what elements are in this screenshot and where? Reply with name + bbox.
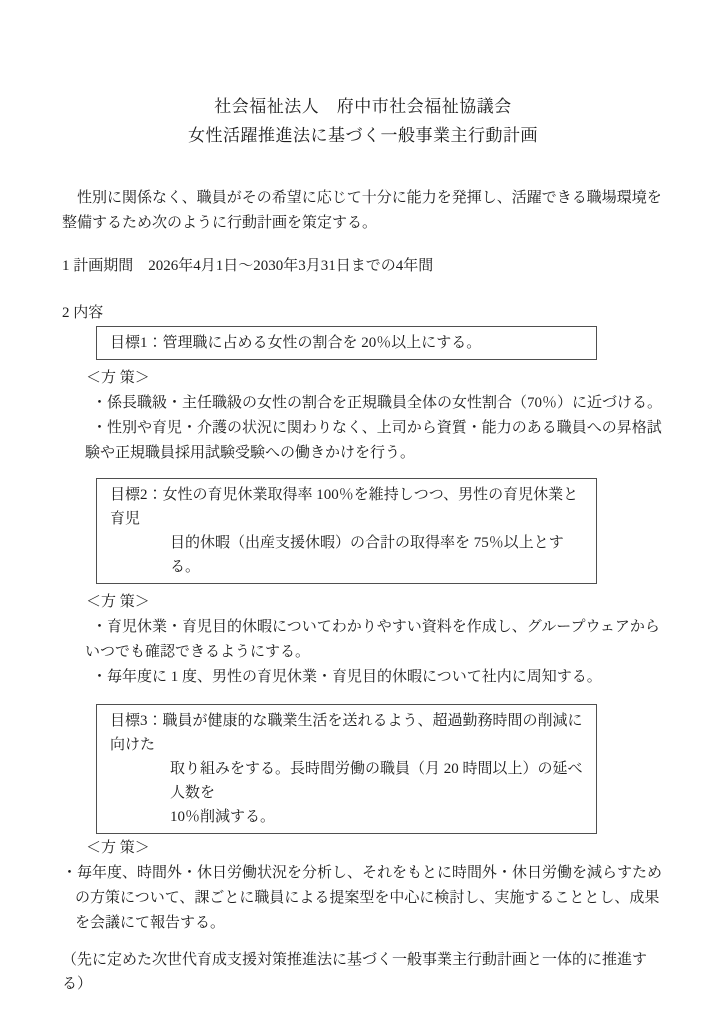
goal-2-measures xyxy=(85,615,664,690)
goal-2-measure-item: ・毎年度に 1 度、男性の育児休業・育児目的休暇について社内に周知する。 xyxy=(92,669,602,685)
goal-3-measure-item: ・毎年度、時間外・休日労働状況を分析し、それをもとに時間外・休日労働を減らすための方策について、課ごとに職員による提案型を中心に検討し、実施することとし、成果を会議にて報告する。 xyxy=(62,865,663,931)
closing-note: （先に定めた次世代育成支援対策推進法に基づく一般事業主行動計画と一体的に推進する） xyxy=(62,952,648,992)
goal-3-measures xyxy=(62,861,664,936)
goal-2-measure-item: ・育児休業・育児目的休暇についてわかりやすい資料を作成し、グループウェアからいつでも確認できるようにする。 xyxy=(85,619,660,660)
intro-paragraph: 性別に関係なく、職員がその希望に応じて十分に能力を発揮し、活躍できる職場環境を整備するため次のように行動計画を策定する。 xyxy=(62,190,662,231)
goal-1-measure-item: ・係長職級・主任職級の女性の割合を正規職員全体の女性割合（70％）に近づける。 xyxy=(92,395,663,411)
goal-3-text-line1: 目標3：職員が健康的な職業生活を送れるよう、超過勤務時間の削減に向けた xyxy=(110,713,583,753)
goal-1-box xyxy=(96,326,597,360)
doc-title-line2: 女性活躍推進法に基づく一般事業主行動計画 xyxy=(188,126,538,145)
section-1-period-heading: 1 計画期間 2026年4月1日～2030年3月31日までの4年間 xyxy=(62,258,434,274)
goal-3-text-line2: 取り組みをする。長時間労働の職員（月 20 時間以上）の延べ人数を xyxy=(170,761,583,801)
goal-1-measures xyxy=(85,391,664,466)
goal-3-box xyxy=(96,704,597,834)
goal-2-box xyxy=(96,478,597,584)
doc-title xyxy=(62,92,664,150)
goal-2-text-line2: 目的休暇（出産支援休暇）の合計の取得率を 75％以上とする。 xyxy=(170,535,564,575)
goal-1-measure-item: ・性別や育児・介護の状況に関わりなく、上司から資質・能力のある職員への昇格試験や正規職員採用試験受験への働きかけを行う。 xyxy=(85,420,662,461)
doc-title-line1: 社会福祉法人 府中市社会福祉協議会 xyxy=(214,97,512,116)
goal-3-text-line3: 10％削減する。 xyxy=(170,809,276,825)
goal-1-measures-heading: ＜方 策＞ xyxy=(86,370,150,386)
goal-3-measures-heading: ＜方 策＞ xyxy=(86,840,150,856)
goal-2-measures-heading: ＜方 策＞ xyxy=(86,594,150,610)
section-2-content-heading: 2 内容 xyxy=(62,305,104,321)
goal-2-text-line1: 目標2：女性の育児休業取得率 100％を維持しつつ、男性の育児休業と育児 xyxy=(110,487,579,527)
goal-1-text: 目標1：管理職に占める女性の割合を 20％以上にする。 xyxy=(110,335,482,351)
